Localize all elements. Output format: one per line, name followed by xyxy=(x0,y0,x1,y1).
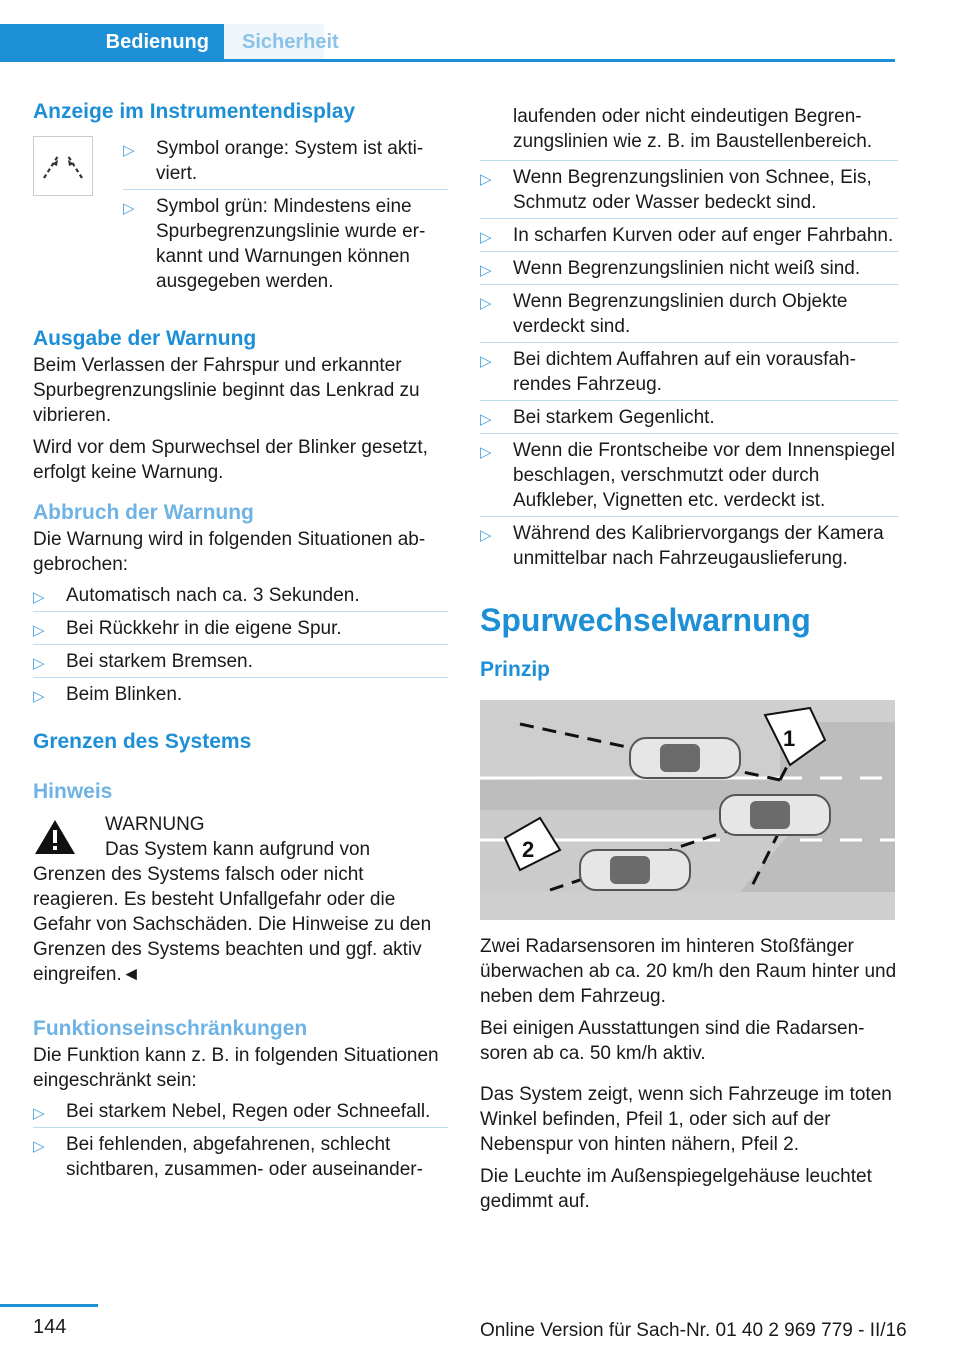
para-abbruch: Die Warnung wird in folgenden Situationen abgebrochen: xyxy=(33,529,426,575)
svg-text:2: 2 xyxy=(522,837,535,862)
warning-triangle-icon xyxy=(33,818,77,856)
symbol-row xyxy=(33,136,448,297)
heading-hinweis: Hinweis xyxy=(33,780,113,803)
list-item: ▷ Wenn die Frontscheibe vor dem Innenspiegel beschlagen, verschmutzt oder durch Aufkleber, Vignetten etc. verdeckt ist. xyxy=(480,433,898,516)
lane-symbol-icon xyxy=(33,136,93,196)
para-system-zeigt: Das System zeigt, wenn sich Fahrzeuge im toten Winkel befinden, Pfeil 1, oder sich auf der Nebenspur von hinten nähern, Pfeil 2. xyxy=(480,1084,892,1155)
footer-rule xyxy=(0,1304,98,1307)
list-item: ▷ Wenn Begrenzungslinien von Schnee, Eis, Schmutz oder Wasser bedeckt sind. xyxy=(480,160,898,218)
para-radar: Zwei Radarsensoren im hinteren Stoßfänger überwachen ab ca. 20 km/h den Raum hinter und neben dem Fahrzeug. xyxy=(480,936,897,1007)
list-item: ▷ Während des Kalibriervorgangs der Kamera unmittelbar nach Fahrzeugauslieferung. xyxy=(480,516,898,574)
para-funktion: Die Funktion kann z. B. in folgenden Situationen eingeschränkt sein: xyxy=(33,1045,439,1091)
heading-prinzip: Prinzip xyxy=(480,658,551,681)
list-item: ▷ Symbol grün: Mindestens eine Spurbegrenzungslinie wurde erkannt und Warnungen können ausgegeben werden. xyxy=(123,189,448,297)
list-item: ▷ Bei Rückkehr in die eigene Spur. xyxy=(33,611,448,644)
list-item: ▷ Automatisch nach ca. 3 Sekunden. xyxy=(33,585,360,606)
para-ausgabe-1: Beim Verlassen der Fahrspur und erkannter Spurbegrenzungslinie beginnt das Lenkrad zu vibrieren. xyxy=(33,355,420,426)
lane-change-figure xyxy=(480,700,895,920)
list-item: ▷ Bei starkem Nebel, Regen oder Schneefall. xyxy=(33,1101,431,1122)
warning-block xyxy=(33,812,448,837)
abbruch-list xyxy=(33,579,448,710)
para-ausgabe-2: Wird vor dem Spurwechsel der Blinker gesetzt, erfolgt keine Warnung. xyxy=(33,437,428,483)
list-item: ▷ Bei starkem Gegenlicht. xyxy=(480,400,898,433)
lane-change-illustration xyxy=(480,700,895,920)
list-item: ▷ Bei starkem Bremsen. xyxy=(33,644,448,677)
heading-anzeige: Anzeige im Instrumentendisplay xyxy=(33,100,356,123)
tab-bedienung[interactable]: Bedienung xyxy=(0,24,224,62)
left-column xyxy=(33,98,448,1185)
list-item: ▷ Bei fehlenden, abgefahrenen, schlecht sichtbaren, zusammen- oder auseinander- xyxy=(33,1127,448,1185)
online-version-text: Online Version für Sach-Nr. 01 40 2 969 779 - II/16 xyxy=(480,1320,907,1341)
continued-text: laufenden oder nicht eindeutigen Begrenzungslinien wie z. B. im Baustellenbereich. xyxy=(513,106,873,152)
tab-sicherheit[interactable]: Sicherheit xyxy=(224,24,324,62)
para-leuchte: Die Leuchte im Außenspiegelgehäuse leuchtet gedimmt auf. xyxy=(480,1166,872,1212)
para-ausstattung: Bei einigen Ausstattungen sind die Radarsensoren ab ca. 50 km/h aktiv. xyxy=(480,1018,865,1064)
heading-grenzen: Grenzen des Systems xyxy=(33,730,252,753)
car-top xyxy=(630,738,740,778)
heading-spurwechselwarnung: Spurwechselwarnung xyxy=(480,602,811,638)
right-column xyxy=(480,104,898,1214)
list-item: ▷ Wenn Begrenzungslinien nicht weiß sind. xyxy=(480,251,898,284)
limits-list xyxy=(480,160,898,574)
heading-ausgabe: Ausgabe der Warnung xyxy=(33,327,257,350)
car-bottom xyxy=(580,850,690,890)
heading-funktion: Funktionseinschränkungen xyxy=(33,1017,308,1040)
list-item: ▷ Beim Blinken. xyxy=(33,677,448,710)
list-item: ▷ Wenn Begrenzungslinien durch Objekte verdeckt sind. xyxy=(480,284,898,342)
symbol-list xyxy=(123,132,448,297)
list-item: ▷ In scharfen Kurven oder auf enger Fahrbahn. xyxy=(480,218,898,251)
header-tabs xyxy=(0,24,895,62)
funktion-list xyxy=(33,1095,448,1185)
svg-text:1: 1 xyxy=(783,726,796,751)
car-middle xyxy=(720,795,830,835)
list-item: ▷ Symbol orange: System ist aktiviert. xyxy=(123,138,424,184)
heading-abbruch: Abbruch der Warnung xyxy=(33,501,254,524)
warning-text: Das System kann aufgrund von Grenzen des Systems falsch oder nicht reagieren. Es besteht Unfallgefahr oder die Gefahr von Sachschäden. Die Hinweise zu den Grenzen des Systems beachten und ggf. aktiv eingreifen.◄ xyxy=(33,839,432,985)
list-item: ▷ Bei dichtem Auffahren auf ein vorausfahrendes Fahrzeug. xyxy=(480,342,898,400)
page-number: 144 xyxy=(33,1316,67,1338)
warning-title: WARNUNG xyxy=(105,814,205,835)
